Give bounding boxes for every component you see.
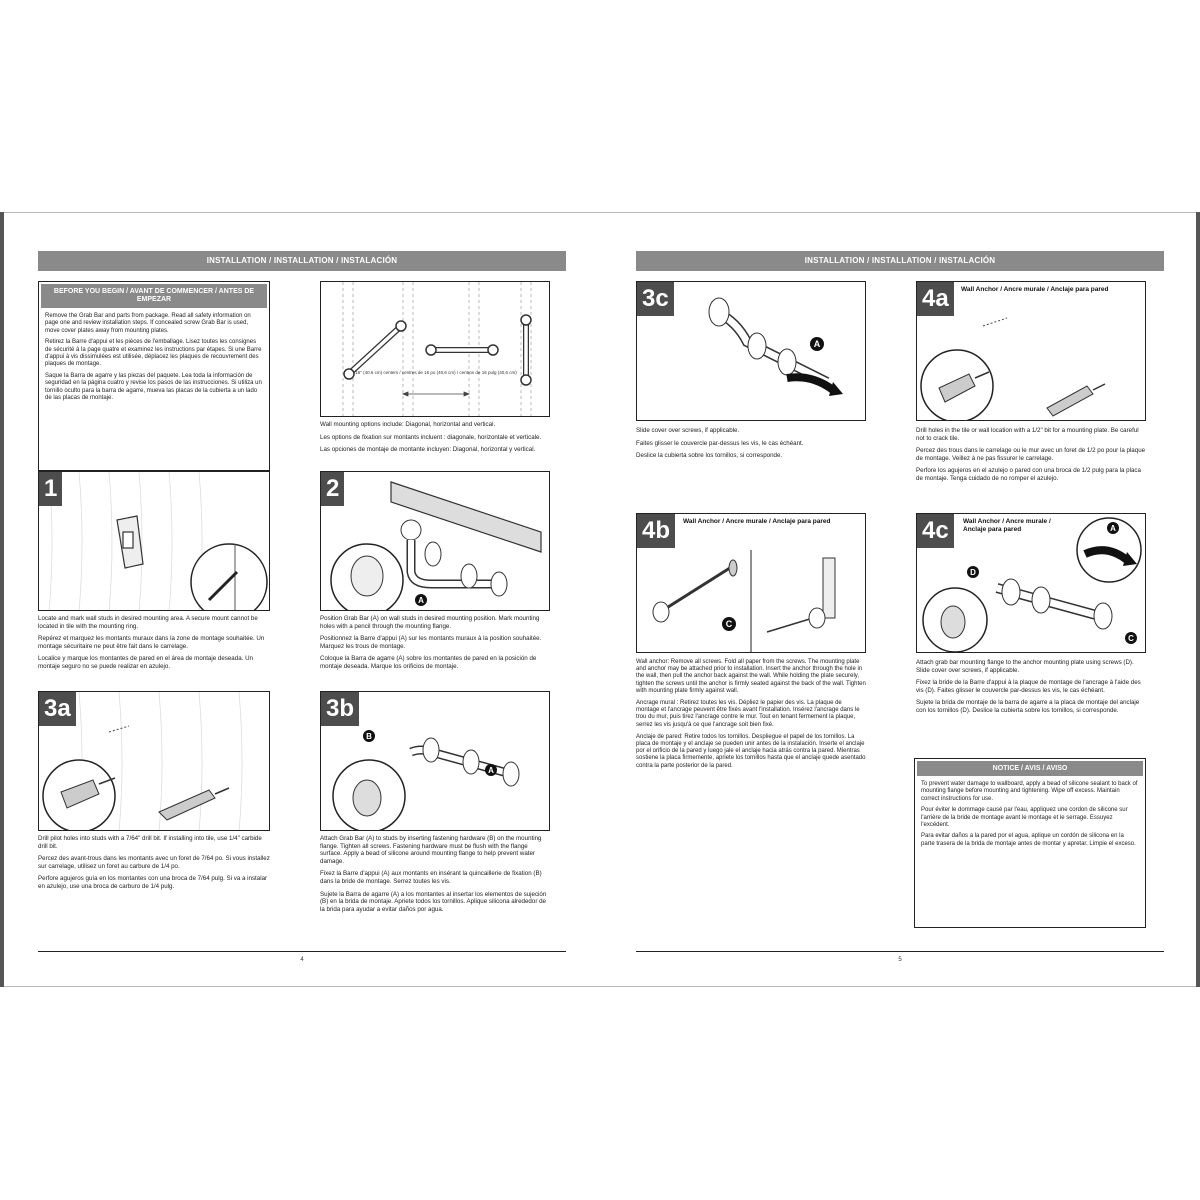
step-4c-illustration <box>916 513 1146 653</box>
step-3a-text-fr: Percez des avant-trous dans les montants avec un foret de 7/64 po. Si vous installez sur carrelage, utilisez un foret au carbure de 1/4 po. <box>38 855 270 870</box>
step-3b-text-es: Sujete la Barra de agarre (A) a los montantes al insertar los elementos de sujeción (B) en la brida de montaje. Apriete todos los tornillos. Aplique silicona alrededor de la brida para ayudar a evitar daños por agua. <box>320 890 547 913</box>
step-3c-text-en: Slide cover over screws, if applicable. <box>636 427 740 434</box>
step-4b-label: 4b <box>637 514 675 548</box>
diagram-caption-es: Las opciones de montaje de montante incluyen: Diagonal, horizontal y vertical. <box>320 446 536 454</box>
step-2-text-es: Coloque la Barra de agarre (A) sobre los montantes de pared en la posición de montaje deseada. Marque los orificios de montaje. <box>320 655 537 670</box>
before-text-fr: Retirez la Barre d'appui et les pièces de l'emballage. Lisez toutes les consignes de sécurité à la page quatre et examinez les instructions par étapes. Si une Barre d'appui à vis dissimulées est utilisée, déplacez les plaques de recouvrement des plaques de montage. <box>45 339 262 368</box>
step-2-illustration <box>320 471 550 611</box>
step-4c-text-es: Sujete la brida de montaje de la barra de agarre a la placa de montaje del anclaje con los tornillos (D). Deslice la cubierta sobre los tornillos, si corresponde. <box>916 699 1140 714</box>
step-4b-text-fr: Ancrage mural : Retirez toutes les vis. Dépliez le papier des vis. La plaque de montage et l'ancrage peuvent être fixés avant l'installation. Insérez l'ancrage dans le trou du mur, puis tirez l'ancrage contre le mur. Tout en tenant fermement la plaque, serrez les vis jusqu'à ce que l'ancrage soit bien fixé. <box>636 700 860 728</box>
callout-c: C <box>725 619 733 629</box>
step-3c-label: 3c <box>637 282 674 316</box>
step-4a-label: 4a <box>917 282 954 316</box>
book-edge-right <box>1196 212 1200 987</box>
step-4a-illustration <box>916 281 1146 421</box>
callout-a: A <box>1110 524 1116 533</box>
step-1-text-fr: Repérez et marquez les montants muraux dans la zone de montage souhaitée. Un montage sécuritaire ne peut être fait dans le carrelage. <box>38 635 265 650</box>
step-3a-text-es: Perfore agujeros guía en los montantes con una broca de 7/64 pulg. Si va a instalar en azulejo, use una broca de carburo de 1/4 pulg. <box>38 875 268 890</box>
book-edge-left <box>0 212 4 987</box>
notice-text <box>915 778 1145 855</box>
step-1-text-es: Localice y marque los montantes de pared en el área de montaje deseada. Un montaje seguro no se puede realizar en azulejo. <box>38 655 253 670</box>
step-3b-text-en: Attach Grab Bar (A) to studs by inserting fastening hardware (B) on the mounting flange. Tighten all screws. Fastening hardware must be flush with the flange surface. Apply a bead of silicone around mounting flange to help prevent water damage. <box>320 835 542 865</box>
step-3a-text <box>38 835 270 896</box>
step-3b-text <box>320 835 550 918</box>
right-page <box>636 213 1164 988</box>
step-4b-text-es: Anclaje de pared: Retire todos los tornillos. Despliegue el papel de los tornillos. La placa de montaje y el anclaje se pueden unir antes de la instalación. Inserte el anclaje por el orificio de la pared y luego jale el anclaje hacia atrás contra la pared. Mientras sostiene la placa firmemente, apriete los tornillos hasta que el anclaje quede asentado contra la parte posterior de la pared. <box>636 733 866 769</box>
notice-text-en: To prevent water damage to wallboard, apply a bead of silicone sealant to back of mounting flange before mounting and tightening. Wipe off excess. Maintain correct instructions for use. <box>921 781 1138 802</box>
step-2-text-en: Position Grab Bar (A) on wall studs in desired mounting position. Mark mounting holes with a pencil through the mounting flange. <box>320 615 540 630</box>
step-4c-text-fr: Fixez la bride de la Barre d'appui à la plaque de montage de l'ancrage à l'aide des vis (D). Faites glisser le couvercle par-dessus les vis, le cas échéant. <box>916 679 1141 694</box>
step-3a-text-en: Drill pilot holes into studs with a 7/64" drill bit. If installing into tile, use 1/4" carbide drill bit. <box>38 835 262 850</box>
step-4b-text <box>636 659 866 775</box>
step-4a-text-en: Drill holes in the tile or wall location with a 1/2" bit for a mounting plate. Be careful not to crack tile. <box>916 427 1139 442</box>
step-2-text-fr: Positionnez la Barre d'appui (A) sur les montants muraux à la position souhaitée. Marquez les trous de montage. <box>320 635 542 650</box>
step-3c-illustration <box>636 281 866 421</box>
notice-box <box>914 758 1146 928</box>
manual-spread <box>0 212 1200 987</box>
step-2-text <box>320 615 550 676</box>
callout-b: B <box>366 732 372 741</box>
step-4c-label: 4c <box>917 514 954 548</box>
callout-a: A <box>488 766 494 775</box>
step-3a-illustration <box>38 691 270 831</box>
footer-rule <box>636 951 1164 952</box>
step-1-illustration <box>38 471 270 611</box>
callout-d: D <box>970 568 976 577</box>
notice-text-fr: Pour éviter le dommage causé par l'eau, appliquez une cordon de silicone sur l'arrière de la bride de montage avant le montage et le serrage. Essuyez l'excédent. <box>921 807 1128 829</box>
step-4b-caption: Wall Anchor / Ancre murale / Anclaje para pared <box>683 518 831 525</box>
step-4c-text <box>916 659 1146 720</box>
callout-a: A <box>813 339 821 349</box>
step-3b-illustration <box>320 691 550 831</box>
mounting-options-diagram <box>320 281 550 417</box>
step-3c-text <box>636 427 866 465</box>
step-2-label: 2 <box>321 472 344 506</box>
step-4a-text <box>916 427 1146 488</box>
callout-a: A <box>418 596 424 605</box>
step-3a-label: 3a <box>39 692 76 726</box>
before-you-begin-box <box>38 281 270 471</box>
callout-c: C <box>1128 634 1134 643</box>
step-3c-text-fr: Faites glisser le couvercle par-dessus les vis, le cas échéant. <box>636 439 804 447</box>
step-1-text-en: Locate and mark wall studs in desired mounting area. A secure mount cannot be located in tile with the mounting ring. <box>38 615 258 630</box>
before-you-begin-title: BEFORE YOU BEGIN / AVANT DE COMMENCER / ANTES DE EMPEZAR <box>41 284 267 308</box>
mounting-options-illustration <box>321 282 550 417</box>
before-text-en: Remove the Grab Bar and parts from package. Read all safety information on page one and review installation steps. If concealed screw Grab Bar is used, move cover plates away from mounting plates. <box>45 313 251 334</box>
step-4a-text-fr: Percez des trous dans le carrelage ou le mur avec un foret de 1/2 po pour la plaque de montage. Veillez à ne pas fissurer le carrelage. <box>916 447 1146 462</box>
step-1-text <box>38 615 270 676</box>
step-4a-caption: Wall Anchor / Ancre murale / Anclaje para pared <box>961 286 1109 293</box>
step-4c-text-en: Attach grab bar mounting flange to the anchor mounting plate using screws (D). Slide cover over screws, if applicable. <box>916 659 1134 674</box>
diagram-caption-fr: Les options de fixation sur montants incluent : diagonale, horizontale et verticale. <box>320 433 542 441</box>
stud-finder-illustration <box>39 472 270 611</box>
page-number: 5 <box>898 957 902 963</box>
stud-spacing-note: 16" (40.6 cm) centers / centres de 16 po (40,6 cm) / centros de 16 pulg (40,6 cm) <box>355 370 517 375</box>
step-4c-caption: Wall Anchor / Ancre murale / Anclaje para pared <box>963 518 1051 533</box>
before-text-es: Saque la Barra de agarre y las piezas del paquete. Lea toda la información de seguridad en la página cuatro y revise los pasos de las instrucciones. Si utiliza un tornillo oculto para la barra de agarre, mueva las placas de la cubierta a un lado de las placas de montaje. <box>45 372 262 402</box>
section-header: INSTALLATION / INSTALLATION / INSTALACIÓN <box>38 251 566 271</box>
before-you-begin-text <box>39 310 269 409</box>
step-4b-illustration <box>636 513 866 653</box>
diagram-caption-en: Wall mounting options include: Diagonal, horizontal and vertical. <box>320 421 496 428</box>
mounting-options-caption <box>320 421 550 459</box>
section-header: INSTALLATION / INSTALLATION / INSTALACIÓN <box>636 251 1164 271</box>
footer-rule <box>38 951 566 952</box>
notice-title: NOTICE / AVIS / AVISO <box>917 761 1143 776</box>
step-1-label: 1 <box>39 472 62 506</box>
step-4a-text-es: Perfore los agujeros en el azulejo o pared con una broca de 1/2 pulg para la placa de montaje. Tenga cuidado de no romper el azulejo. <box>916 467 1141 482</box>
left-page <box>38 213 566 988</box>
step-3b-label: 3b <box>321 692 359 726</box>
step-3b-text-fr: Fixez la Barre d'appui (A) aux montants en insérant la quincaillerie de fixation (B) dans la bride de montage. Serrez toutes les vis. <box>320 870 542 885</box>
step-3c-text-es: Deslice la cubierta sobre los tornillos, si corresponde. <box>636 452 783 460</box>
step-4b-text-en: Wall anchor: Remove all screws. Fold all paper from the screws. The mounting plate and anchor may be attached prior to installation. Insert the anchor through the hole in the wall, then pull the anchor back against the wall. While holding the plate securely, tighten the screws until the anchor is firmly seated against the back of the wall. Tighten with mounting plate firmly against wall. <box>636 659 866 694</box>
grab-bar-position-illustration <box>321 472 550 611</box>
page-number: 4 <box>300 957 304 963</box>
notice-text-es: Para evitar daños a la pared por el agua, aplique un cordón de silicona en la parte trasera de la brida de montaje antes de montar y apretar. Limpie el exceso. <box>921 833 1136 847</box>
